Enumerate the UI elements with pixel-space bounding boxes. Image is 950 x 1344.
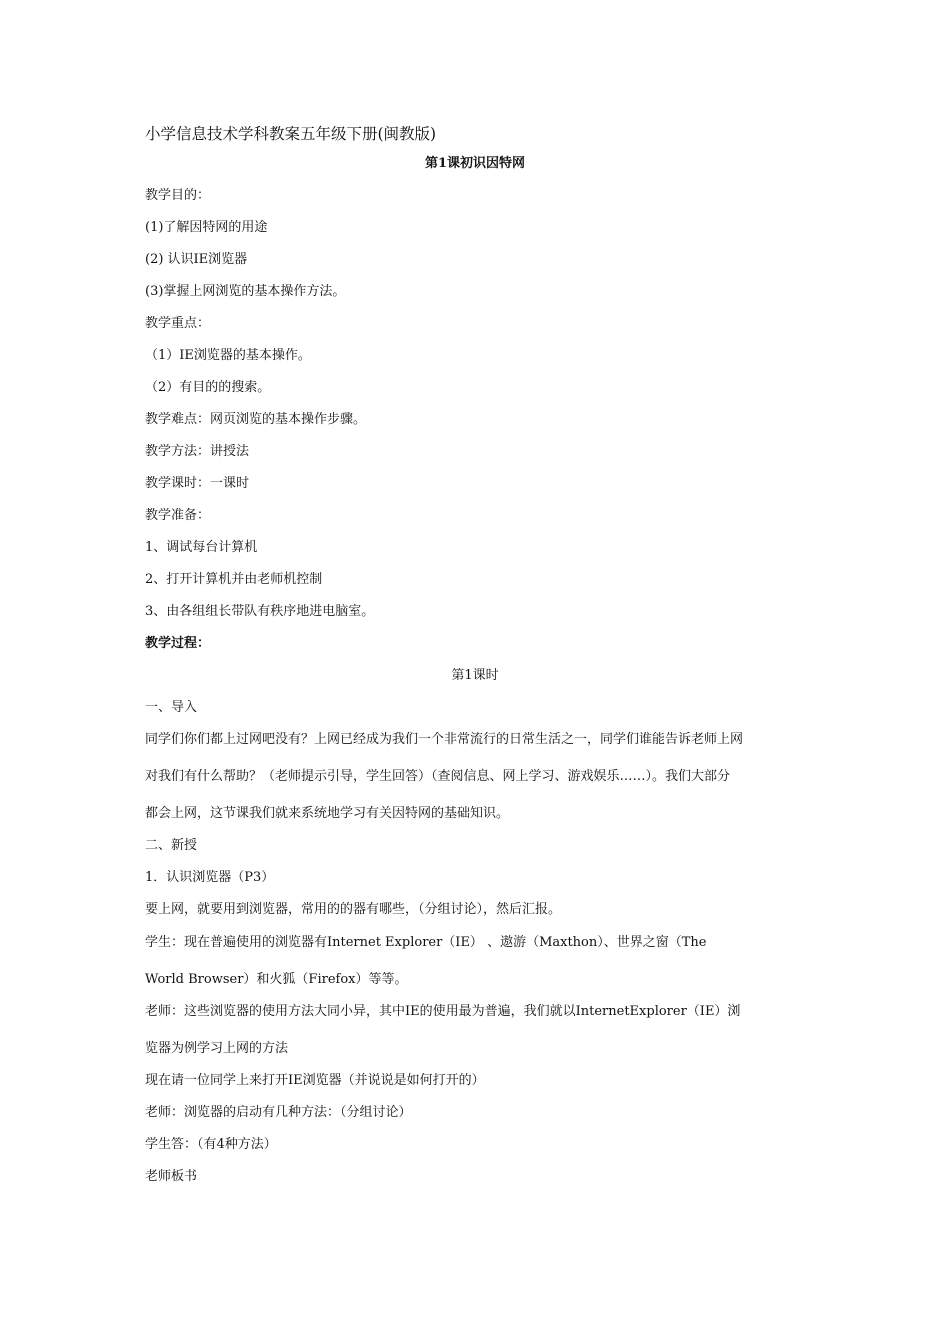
- difficulty-line: 教学难点：网页浏览的基本操作步骤。: [145, 412, 367, 427]
- teacher-line: 老师：这些浏览器的使用方法大同小异，其中IE的使用最为普遍，我们就以InternetExplorer（IE）浏: [145, 1004, 741, 1019]
- section-heading: 一、导入: [145, 700, 198, 715]
- objective-item: (1)了解因特网的用途: [145, 220, 268, 235]
- intro-paragraph-line: 对我们有什么帮助？（老师提示引导，学生回答）（查阅信息、网上学习、游戏娱乐……）。我们大部分: [145, 769, 731, 784]
- preparation-heading: 教学准备：: [145, 508, 211, 523]
- teacher-line: 览器为例学习上网的方法: [145, 1041, 289, 1056]
- document-title: 小学信息技术学科教案五年级下册(闽教版): [145, 125, 437, 143]
- section-heading: 二、新授: [145, 838, 198, 853]
- student-answer-line: World Browser）和火狐（Firefox）等等。: [145, 972, 408, 987]
- paragraph: 学生答：（有4种方法）: [145, 1137, 277, 1152]
- preparation-item: 1、调试每台计算机: [145, 540, 258, 555]
- student-answer-line: 学生：现在普遍使用的浏览器有Internet Explorer（IE） 、遨游（Maxthon）、世界之窗（The: [145, 935, 707, 950]
- key-point-item: （1）IE浏览器的基本操作。: [145, 348, 311, 363]
- objective-item: (3)掌握上网浏览的基本操作方法。: [145, 284, 346, 299]
- intro-paragraph-line: 都会上网，这节课我们就来系统地学习有关因特网的基础知识。: [145, 806, 510, 821]
- objective-item: (2) 认识IE浏览器: [145, 252, 248, 267]
- paragraph: 老师板书: [145, 1169, 198, 1184]
- session-title: 第1课时: [451, 668, 499, 683]
- key-point-item: （2）有目的的搜索。: [145, 380, 271, 395]
- intro-paragraph-line: 同学们你们都上过网吧没有？上网已经成为我们一个非常流行的日常生活之一，同学们谁能告诉老师上网: [145, 732, 744, 747]
- numbered-item: 1．认识浏览器（P3）: [145, 870, 275, 885]
- paragraph: 老师：浏览器的启动有几种方法：（分组讨论）: [145, 1105, 412, 1120]
- method-line: 教学方法：讲授法: [145, 444, 250, 459]
- preparation-item: 2、打开计算机并由老师机控制: [145, 572, 323, 587]
- paragraph: 现在请一位同学上来打开IE浏览器（并说说是如何打开的）: [145, 1073, 485, 1088]
- objectives-heading: 教学目的：: [145, 188, 211, 203]
- process-heading: 教学过程：: [145, 636, 211, 651]
- key-points-heading: 教学重点：: [145, 316, 211, 331]
- paragraph: 要上网，就要用到浏览器，常用的的器有哪些，（分组讨论），然后汇报。: [145, 902, 562, 917]
- preparation-item: 3、由各组组长带队有秩序地进电脑室。: [145, 604, 375, 619]
- lesson-title: 第1课初识因特网: [424, 156, 526, 171]
- period-line: 教学课时：一课时: [145, 476, 250, 491]
